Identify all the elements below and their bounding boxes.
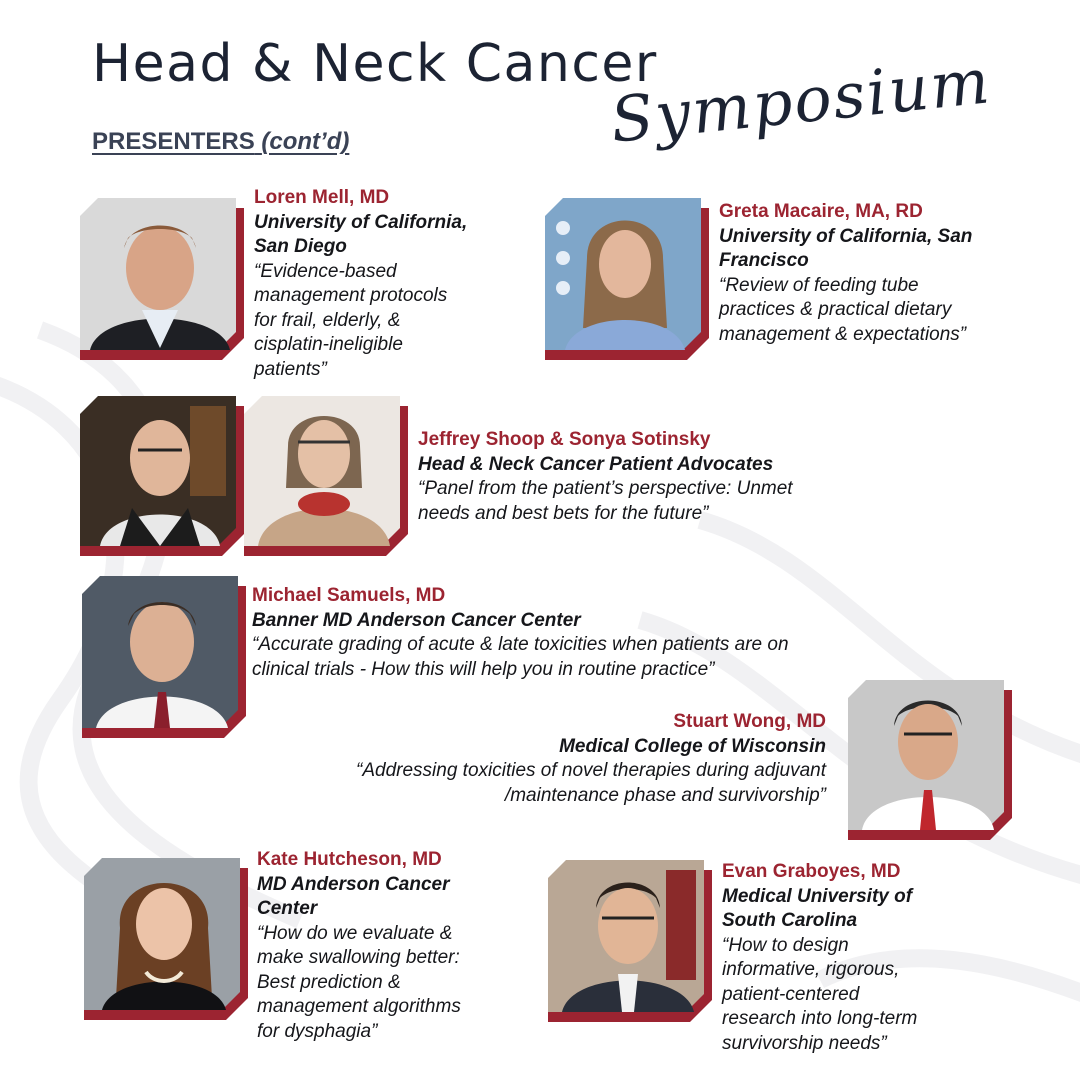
presenter-card-greta-macaire xyxy=(719,200,1019,347)
presenter-card-loren-mell xyxy=(254,186,514,382)
presenter-photo-greta-macaire xyxy=(545,198,709,360)
presenter-topic: survivorship needs” xyxy=(722,1032,887,1054)
page-title: Head & Neck Cancer xyxy=(92,34,658,94)
presenter-name: Michael Samuels, MD xyxy=(252,585,446,606)
presenter-topic: clinical trials - How this will help you in routine practice” xyxy=(252,658,715,680)
presenter-topic: “Panel from the patient’s perspective: Unmet xyxy=(418,478,793,499)
presenter-photo-stuart-wong xyxy=(848,680,1012,840)
presenter-institution: University of California, xyxy=(254,211,468,233)
presenter-photo-jeffrey-shoop xyxy=(80,396,244,556)
presenter-photo-kate-hutcheson xyxy=(84,858,248,1020)
presenter-photo-loren-mell xyxy=(80,198,244,360)
presenter-topic: practices & practical dietary xyxy=(719,299,952,320)
presenter-institution: Center xyxy=(257,898,318,919)
presenter-topic: “Accurate grading of acute & late toxicities when patients are on xyxy=(252,634,789,655)
presenter-topic: management algorithms xyxy=(257,996,461,1017)
presenter-institution: Medical College of Wisconsin xyxy=(559,735,826,757)
presenter-card-kate-hutcheson xyxy=(257,848,507,1044)
presenter-topic: “How do we evaluate & xyxy=(257,922,453,944)
presenter-topic: “Review of feeding tube xyxy=(719,274,919,296)
presenter-topic: informative, rigorous, xyxy=(722,959,900,980)
presenter-topic: management & expectations” xyxy=(719,323,967,345)
presenter-topic: patient-centered xyxy=(722,983,860,1005)
presenter-card-michael-samuels xyxy=(252,584,852,682)
presenter-topic: make swallowing better: xyxy=(257,947,460,968)
presenter-photo-evan-graboyes xyxy=(548,860,712,1022)
presenter-institution: Banner MD Anderson Cancer Center xyxy=(252,609,581,631)
presenter-name: Greta Macaire, MA, RD xyxy=(719,201,923,222)
section-suffix: (cont’d) xyxy=(261,128,350,155)
presenter-institution: University of California, San xyxy=(719,225,973,247)
presenter-topic: for frail, elderly, & xyxy=(254,309,401,331)
presenter-name: Loren Mell, MD xyxy=(254,187,390,208)
presenter-name: Evan Graboyes, MD xyxy=(722,861,901,882)
presenter-name: Kate Hutcheson, MD xyxy=(257,849,442,870)
presenter-topic: Best prediction & xyxy=(257,971,401,993)
presenter-photo-michael-samuels xyxy=(82,576,246,738)
presenter-topic: /maintenance phase and survivorship” xyxy=(504,784,826,806)
presenter-topic: needs and best bets for the future” xyxy=(418,502,709,524)
presenter-topic: research into long-term xyxy=(722,1008,918,1029)
presenter-institution: Medical University of xyxy=(722,885,913,907)
presenter-topic: “Addressing toxicities of novel therapies during adjuvant xyxy=(356,760,826,781)
presenter-topic: “How to design xyxy=(722,934,849,956)
presenter-name: Jeffrey Shoop & Sonya Sotinsky xyxy=(418,429,711,450)
presenter-institution: San Diego xyxy=(254,236,347,257)
presenter-topic: for dysphagia” xyxy=(257,1020,378,1042)
script-title: Symposium xyxy=(607,44,995,157)
presenter-institution: MD Anderson Cancer xyxy=(257,873,450,895)
section-heading xyxy=(92,128,349,156)
presenter-name: Stuart Wong, MD xyxy=(673,711,826,732)
presenter-topic: patients” xyxy=(254,358,327,380)
presenter-institution: South Carolina xyxy=(722,910,858,931)
presenter-photo-sonya-sotinsky xyxy=(244,396,408,556)
presenter-topic: management protocols xyxy=(254,285,448,306)
presenter-institution: Head & Neck Cancer Patient Advocates xyxy=(418,453,774,475)
presenter-card-evan-graboyes xyxy=(722,860,992,1056)
presenter-topic: “Evidence-based xyxy=(254,260,397,282)
presenter-institution: Francisco xyxy=(719,250,809,271)
presenter-card-stuart-wong xyxy=(300,710,826,808)
section-label: PRESENTERS xyxy=(92,128,255,155)
presenter-card-jeffrey-sonya xyxy=(418,428,858,526)
presenter-topic: cisplatin-ineligible xyxy=(254,334,403,355)
